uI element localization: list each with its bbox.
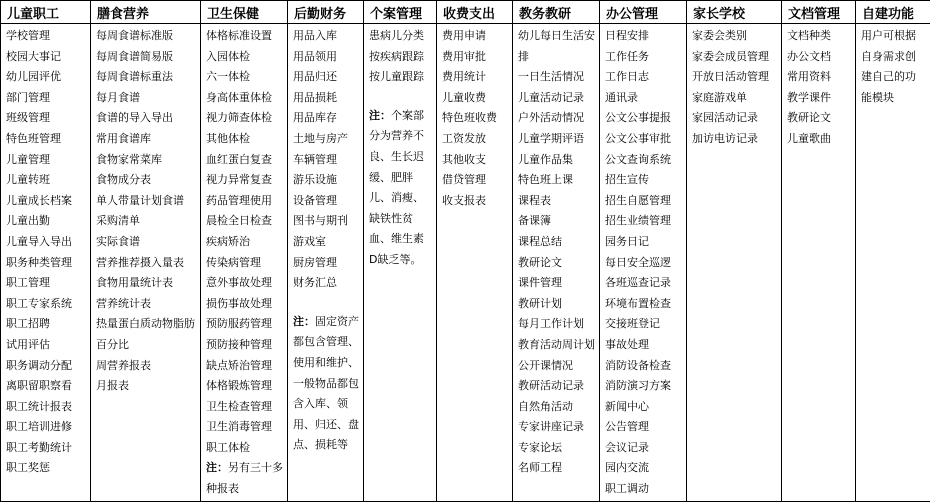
list-item: 儿童歌曲 [787, 131, 831, 145]
list-item: 入园体检 [206, 49, 250, 63]
note-label: 注： [293, 314, 315, 328]
list-item: 实际食谱 [96, 234, 140, 248]
list-item: 园内交流 [605, 461, 649, 475]
list-item: 每月工作计划 [518, 317, 584, 331]
list-item: 财务汇总 [293, 276, 337, 290]
list-item: 消防演习方案 [605, 379, 671, 393]
note-text: 个案部分为营养不良、生长迟缓、肥胖儿、消瘦、缺铁性贫血、维生素D缺乏等。 [369, 108, 424, 266]
list-item: 单人带量计划食谱 [96, 193, 184, 207]
list-item: 教研论文 [787, 111, 831, 125]
list-item: 每周食谱简易版 [96, 49, 173, 63]
list-item: 疾病矫治 [206, 234, 250, 248]
list-item: 周营养报表 [96, 358, 151, 372]
column-cell [364, 24, 437, 502]
list-item: 缺点矫治管理 [206, 358, 272, 372]
list-item: 招生自愿管理 [605, 193, 671, 207]
column-cell [201, 24, 288, 502]
list-item: 其他收支 [442, 152, 486, 166]
list-item: 教育活动周计划 [518, 337, 595, 351]
list-item: 名师工程 [518, 461, 562, 475]
list-item: 预防接种管理 [206, 337, 272, 351]
list-item: 职工招聘 [6, 317, 50, 331]
list-item: 卫生消毒管理 [206, 420, 272, 434]
content-row [1, 24, 930, 502]
list-item: 职工统计报表 [6, 399, 72, 413]
list-item: 图书与期刊 [293, 214, 348, 228]
column-header: 膳食营养 [91, 1, 201, 24]
list-item: 借贷管理 [442, 173, 486, 187]
list-item: 工作任务 [605, 49, 649, 63]
column-header: 家长学校 [687, 1, 782, 24]
list-item: 环境布置检查 [605, 296, 671, 310]
list-item: 通讯录 [605, 90, 638, 104]
column-cell [437, 24, 513, 502]
list-item: 营养统计表 [96, 296, 151, 310]
list-item: 学校管理 [6, 29, 50, 42]
header-row [1, 1, 930, 24]
list-item: 身高体重体检 [206, 90, 272, 104]
list-item: 车辆管理 [293, 152, 337, 166]
list-item: 损伤事故处理 [206, 296, 272, 310]
note-label: 注： [206, 461, 228, 475]
list-item: 消防设备检查 [605, 358, 671, 372]
list-item: 晨检全日检查 [206, 214, 272, 228]
list-item: 用品入库 [293, 29, 337, 42]
list-item: 离职留职察看 [6, 379, 72, 393]
list-item: 自然角活动 [518, 399, 573, 413]
list-item: 家园活动记录 [692, 111, 758, 125]
list-item: 费用审批 [442, 49, 486, 63]
list-item: 收支报表 [442, 193, 486, 207]
column-cell [782, 24, 856, 502]
list-item: 各班巡查记录 [605, 276, 671, 290]
list-item: 食物用量统计表 [96, 276, 173, 290]
list-item: 户外活动情况 [518, 111, 584, 125]
list-item: 文档种类 [787, 29, 831, 42]
list-item: 按儿童跟踪 [369, 70, 424, 84]
list-item: 备课簿 [518, 214, 551, 228]
list-item: 游乐设施 [293, 173, 337, 187]
list-item: 按疾病跟踪 [369, 49, 424, 63]
column-header: 自建功能 [856, 1, 930, 24]
list-item: 费用统计 [442, 70, 486, 84]
list-item: 食物成分表 [96, 173, 151, 187]
list-item: 招生宣传 [605, 173, 649, 187]
list-item: 职工培训进修 [6, 420, 72, 434]
list-item: 工资发放 [442, 131, 486, 145]
note-label: 注： [369, 108, 391, 122]
list-item: 特色班上课 [518, 173, 573, 187]
list-item: 事故处理 [605, 337, 649, 351]
list-item: 常用食谱库 [96, 131, 151, 145]
list-item: 月报表 [96, 379, 129, 393]
list-item: 公文公事提报 [605, 111, 671, 125]
column-header: 文档管理 [782, 1, 856, 24]
list-item: 公开课情况 [518, 358, 573, 372]
note-text: 另有三十多种报表 [206, 461, 283, 496]
list-item: 公文公事审批 [605, 131, 671, 145]
column-note [293, 312, 363, 456]
list-item: 工作日志 [605, 70, 649, 84]
list-item: 厨房管理 [293, 255, 337, 269]
list-item: 儿童管理 [6, 152, 50, 166]
list-item: 传染病管理 [206, 255, 261, 269]
list-item: 游戏室 [293, 234, 326, 248]
list-item: 专家讲座记录 [518, 420, 584, 434]
list-item: 用品归还 [293, 70, 337, 84]
column-header: 个案管理 [364, 1, 437, 24]
list-item: 每日安全巡逻 [605, 255, 671, 269]
column-cell [513, 24, 600, 502]
list-item: 用品库存 [293, 111, 337, 125]
list-item: 儿童作品集 [518, 152, 573, 166]
list-item: 家委会成员管理 [692, 49, 769, 63]
list-item: 职务种类管理 [6, 255, 72, 269]
list-item: 采购清单 [96, 214, 140, 228]
column-note [369, 106, 436, 271]
column-cell [687, 24, 782, 502]
list-item: 卫生检查管理 [206, 399, 272, 413]
list-item: 职工体检 [206, 440, 250, 454]
list-item: 费用申请 [442, 29, 486, 42]
list-item: 职务调动分配 [6, 358, 72, 372]
list-item: 职工考勤统计 [6, 440, 72, 454]
column-header: 卫生保健 [201, 1, 288, 24]
list-item: 部门管理 [6, 90, 50, 104]
list-item: 开放日活动管理 [692, 70, 769, 84]
column-cell [91, 24, 201, 502]
list-item: 职工专家系统 [6, 296, 72, 310]
list-item: 体格标准设置 [206, 29, 272, 42]
column-cell [1, 24, 91, 502]
column-header: 收费支出 [437, 1, 513, 24]
note-text: 固定资产都包含管理、使用和维护、一般物品都包含入库、领用、归还、盘点、损耗等 [293, 314, 359, 452]
list-item: 设备管理 [293, 193, 337, 207]
list-item: 意外事故处理 [206, 276, 272, 290]
list-item: 教研活动记录 [518, 379, 584, 393]
list-item: 课程表 [518, 193, 551, 207]
column-cell [288, 24, 364, 502]
list-item: 六一体检 [206, 70, 250, 84]
list-item: 用户可根据自身需求创建自己的功能模块 [861, 29, 916, 104]
list-item: 热量蛋白质动物脂肪百分比 [96, 317, 195, 351]
list-item: 儿童收费 [442, 90, 486, 104]
column-header: 儿童职工 [1, 1, 91, 24]
list-item: 血红蛋白复查 [206, 152, 272, 166]
list-item: 特色班管理 [6, 131, 61, 145]
list-item: 儿童成长档案 [6, 193, 72, 207]
list-item: 视力筛查体检 [206, 111, 272, 125]
list-item: 儿童活动记录 [518, 90, 584, 104]
list-item: 招生业绩管理 [605, 214, 671, 228]
list-item: 儿童导入导出 [6, 234, 72, 248]
column-cell [856, 24, 930, 502]
list-item: 教研论文 [518, 255, 562, 269]
list-item: 体格锻炼管理 [206, 379, 272, 393]
list-item: 儿童学期评语 [518, 131, 584, 145]
list-item: 家庭游戏单 [692, 90, 747, 104]
list-item: 患病儿分类 [369, 29, 424, 42]
list-item: 课程总结 [518, 234, 562, 248]
list-item: 每周食谱标重法 [96, 70, 173, 84]
list-item: 专家论坛 [518, 440, 562, 454]
list-item: 特色班收费 [442, 111, 497, 125]
list-item: 试用评估 [6, 337, 50, 351]
list-item: 用品损耗 [293, 90, 337, 104]
list-item: 幼儿每日生活安排 [518, 29, 595, 63]
list-item: 新闻中心 [605, 399, 649, 413]
list-item: 其他体检 [206, 131, 250, 145]
list-item: 加访电访记录 [692, 131, 758, 145]
list-item: 交接班登记 [605, 317, 660, 331]
list-item: 预防服药管理 [206, 317, 272, 331]
list-item: 土地与房产 [293, 131, 348, 145]
list-item: 营养推荐摄入量表 [96, 255, 184, 269]
list-item: 每周食谱标准版 [96, 29, 173, 42]
list-item: 教研计划 [518, 296, 562, 310]
list-item: 食物家常菜库 [96, 152, 162, 166]
list-item: 公文查询系统 [605, 152, 671, 166]
list-item: 职工管理 [6, 276, 50, 290]
list-item: 职工奖惩 [6, 461, 50, 475]
list-item: 教学课件 [787, 90, 831, 104]
column-note [206, 458, 287, 499]
list-item: 课件管理 [518, 276, 562, 290]
list-item: 园务日记 [605, 234, 649, 248]
list-item: 视力异常复查 [206, 173, 272, 187]
column-header: 后勤财务 [288, 1, 364, 24]
list-item: 药品管理使用 [206, 193, 272, 207]
list-item: 班级管理 [6, 111, 50, 125]
list-item: 常用资料 [787, 70, 831, 84]
list-item: 办公文档 [787, 49, 831, 63]
list-item: 校园大事记 [6, 49, 61, 63]
list-item: 日程安排 [605, 29, 649, 42]
list-item: 职工调动 [605, 482, 649, 496]
list-item: 用品领用 [293, 49, 337, 63]
list-item: 幼儿园评优 [6, 70, 61, 84]
list-item: 一日生活情况 [518, 70, 584, 84]
column-cell [600, 24, 687, 502]
list-item: 食谱的导入导出 [96, 111, 173, 125]
column-header: 办公管理 [600, 1, 687, 24]
list-item: 会议记录 [605, 440, 649, 454]
list-item: 儿童转班 [6, 173, 50, 187]
list-item: 公告管理 [605, 420, 649, 434]
list-item: 儿童出勤 [6, 214, 50, 228]
column-header: 教务教研 [513, 1, 600, 24]
list-item: 每月食谱 [96, 90, 140, 104]
list-item: 家委会类别 [692, 29, 747, 42]
